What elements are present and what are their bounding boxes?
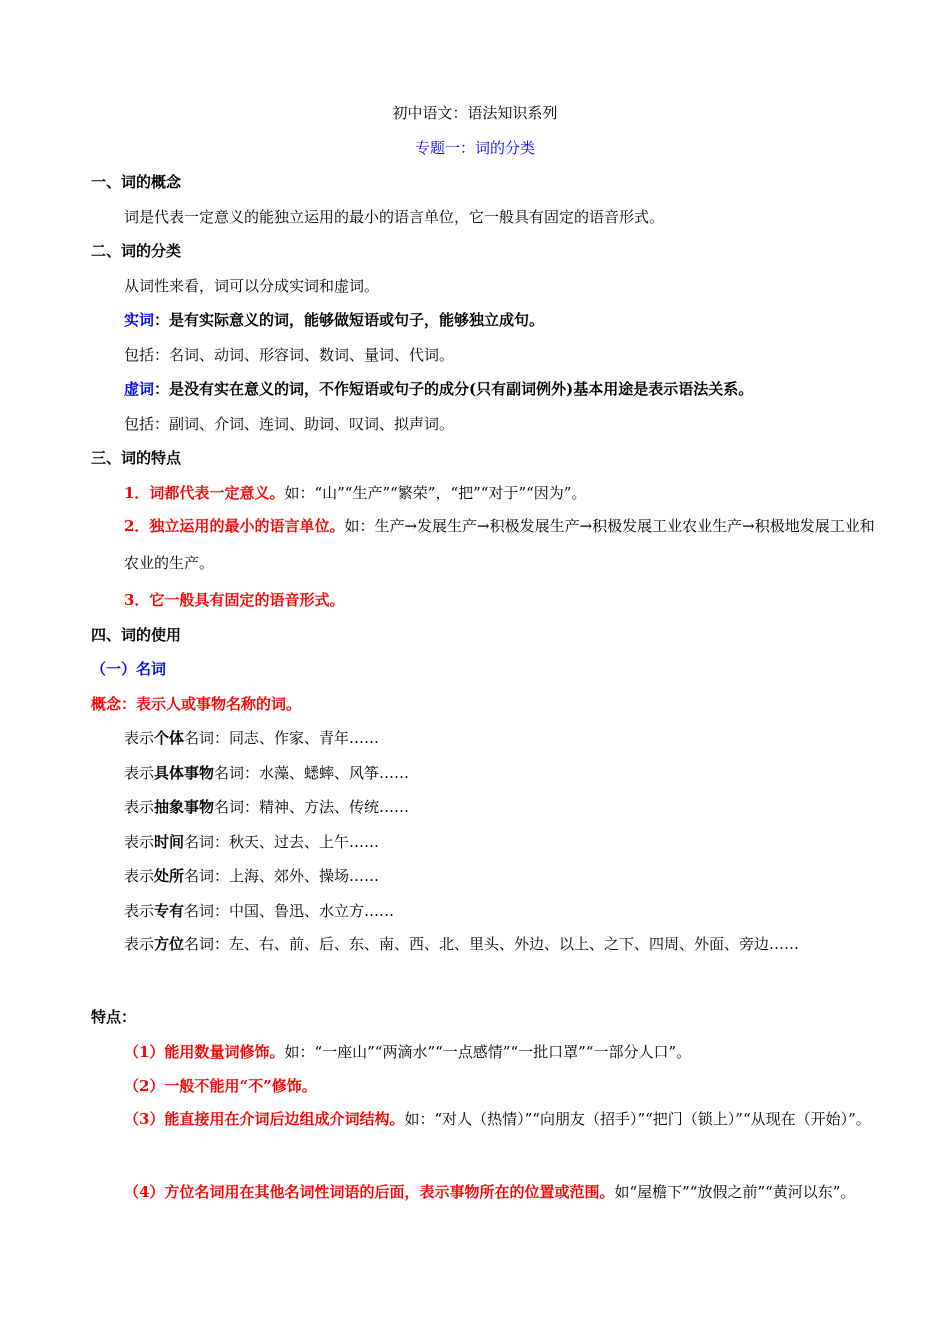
feature-item-3 — [91, 590, 888, 610]
feature-2-highlight: 2．独立运用的最小的语言单位。 — [124, 517, 345, 535]
feature-item-1 — [91, 483, 888, 503]
noun-kind-row: 表示处所名词：上海、郊外、操场…… — [124, 867, 380, 885]
noun-kind-row: 表示方位名词：左、右、前、后、东、南、西、北、里头、外边、以上、之下、四周、外面、旁边…… — [124, 935, 800, 953]
shici-definition — [91, 310, 888, 330]
noun-feature-4: （4）方位名词用在其他名词性词语的后面，表示事物所在的位置或范围。如“屋檐下”“放假之前”“黄河以东”。 — [124, 1183, 856, 1201]
noun-kind-row: 表示专有名词：中国、鲁迅、水立方…… — [124, 902, 395, 920]
feature-3-highlight: 3．它一般具有固定的语音形式。 — [124, 591, 345, 609]
feature-1-text: 如：“山”“生产”“繁荣”，“把”“对于”“因为”。 — [284, 484, 587, 502]
noun-kind-name: 方位 — [154, 935, 185, 953]
noun-kind-name: 处所 — [154, 867, 185, 885]
feature-2-text: 如：生产→发展生产→积极发展生产→积极发展工业农业生产→积极地发展工业和农业的生产。 — [124, 517, 875, 572]
shici-list: 包括：名词、动词、形容词、数词、量词、代词。 — [124, 346, 455, 364]
shici-def-text: ：是有实际意义的词，能够做短语或句子，能够独立成句。 — [154, 311, 545, 329]
noun-kind-name: 专有 — [154, 902, 185, 920]
classification-intro: 从词性来看，词可以分成实词和虚词。 — [124, 277, 380, 295]
noun-kind-row: 表示个体名词：同志、作家、青年…… — [124, 729, 380, 747]
noun-feature-1: （1）能用数量词修饰。如：“一座山”“两滴水”“一点感情”“一批口罩”“一部分人口”。 — [124, 1043, 692, 1061]
feature-1-highlight: 1．词都代表一定意义。 — [124, 484, 285, 502]
xuci-list: 包括：副词、介词、连词、助词、叹词、拟声词。 — [124, 415, 455, 433]
feature-item-2 — [91, 508, 888, 582]
noun-features-heading: 特点： — [91, 1008, 137, 1026]
section-heading-classification: 二、词的分类 — [91, 242, 182, 260]
noun-feature-2: （2）一般不能用“不”修饰。 — [124, 1077, 317, 1095]
noun-kind-row: 表示时间名词：秋天、过去、上午…… — [124, 833, 380, 851]
subsection-nouns: （一）名词 — [91, 660, 167, 678]
noun-feature-3: （3）能直接用在介词后边组成介词结构。如：“对人（热情）”“向朋友（招手）”“把门（锁上）”“从现在（开始）”。 — [124, 1110, 871, 1128]
noun-kind-row: 表示抽象事物名词：精神、方法、传统…… — [124, 798, 410, 816]
shici-label: 实词 — [124, 311, 155, 329]
section-heading-usage: 四、词的使用 — [91, 626, 182, 644]
noun-concept: 概念：表示人或事物名称的词。 — [91, 695, 302, 713]
xuci-label: 虚词 — [124, 380, 155, 398]
noun-kind-name: 抽象事物 — [154, 798, 215, 816]
document-subtitle: 专题一：词的分类 — [414, 139, 535, 157]
noun-kind-name: 时间 — [154, 833, 185, 851]
concept-paragraph: 词是代表一定意义的能独立运用的最小的语言单位，它一般具有固定的语音形式。 — [124, 208, 665, 226]
noun-kind-name: 具体事物 — [154, 764, 215, 782]
section-heading-concept: 一、词的概念 — [91, 173, 182, 191]
section-heading-features: 三、词的特点 — [91, 449, 182, 467]
xuci-definition — [91, 379, 888, 399]
document-title: 初中语文：语法知识系列 — [392, 104, 558, 122]
xuci-def-text: ：是没有实在意义的词，不作短语或句子的成分(只有副词例外)基本用途是表示语法关系。 — [154, 380, 754, 398]
noun-kind-name: 个体 — [154, 729, 185, 747]
noun-kind-row: 表示具体事物名词：水藻、蟋蟀、风筝…… — [124, 764, 410, 782]
